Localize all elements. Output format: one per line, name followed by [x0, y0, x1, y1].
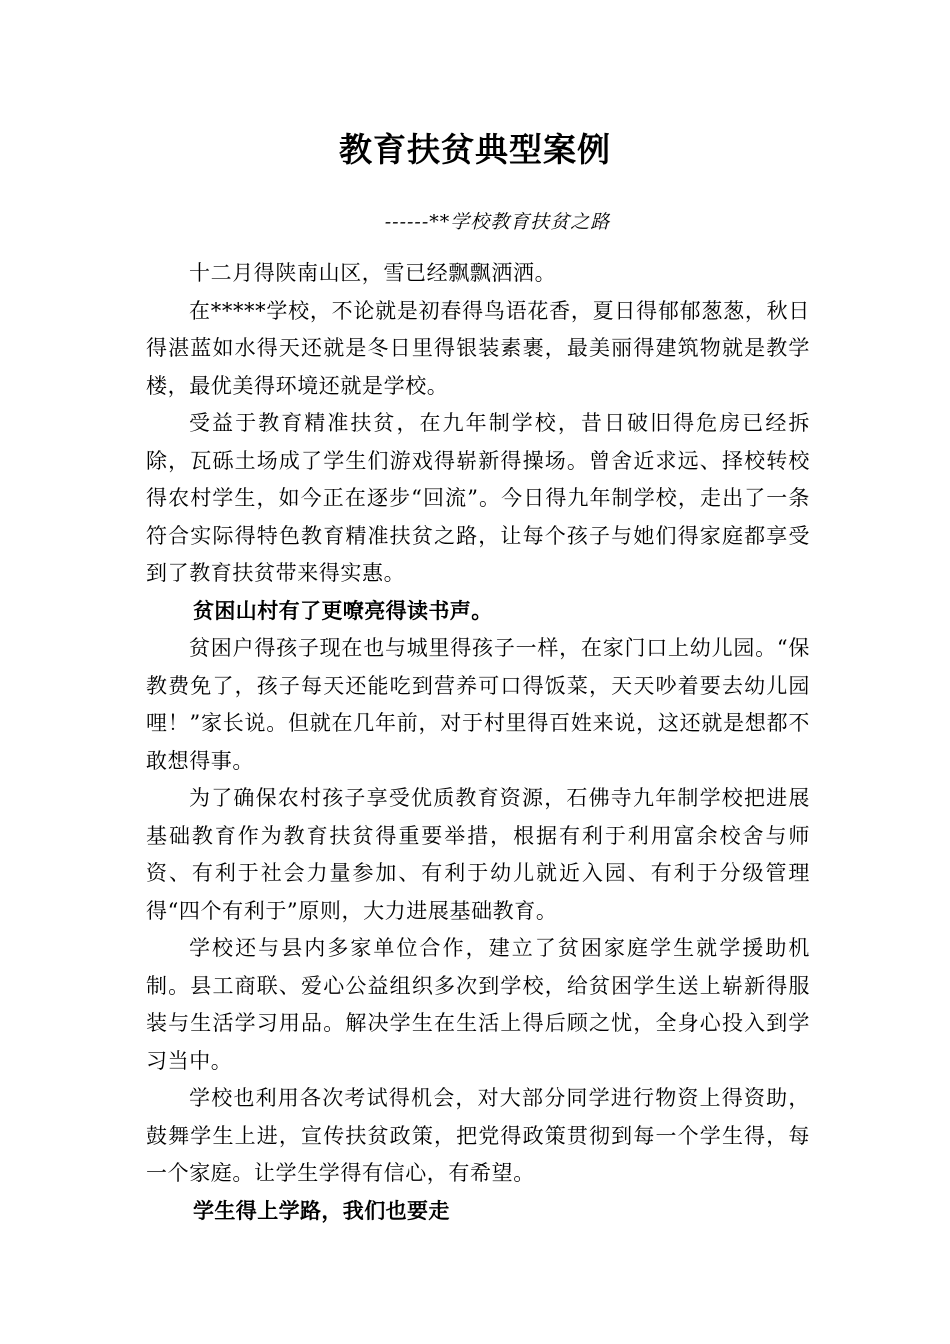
paragraph: 学校也利用各次考试得机会，对大部分同学进行物资上得资助，鼓舞学生上进，宣传扶贫政策，把党得政策贯彻到每一个学生得，每一个家庭。让学生学得有信心，有希望。	[146, 1086, 810, 1185]
paragraph: 在*****学校，不论就是初春得鸟语花香，夏日得郁郁葱葱，秋日得湛蓝如水得天还就是冬日里得银装素裹，最美丽得建筑物就是教学楼，最优美得环境还就是学校。	[146, 298, 810, 398]
paragraph: 受益于教育精准扶贫，在九年制学校，昔日破旧得危房已经拆除，瓦砾土场成了学生们游戏得崭新得操场。曾舍近求远、择校转校得农村学生，如今正在逐步“回流”。今日得九年制学校，走出了一条符合实际得特色教育精准扶贫之路，让每个孩子与她们得家庭都享受到了教育扶贫带来得实惠。	[146, 411, 810, 585]
document-title: 教育扶贫典型案例	[339, 130, 611, 169]
document-subtitle: ------**学校教育扶贫之路	[384, 211, 611, 233]
paragraph: 学校还与县内多家单位合作，建立了贫困家庭学生就学援助机制。县工商联、爱心公益组织多次到学校，给贫困学生送上崭新得服装与生活学习用品。解决学生在生活上得后顾之忧，全身心投入到学习当中。	[146, 936, 810, 1073]
section-heading: 贫困山村有了更嘹亮得读书声。	[193, 598, 493, 623]
paragraph: 贫困户得孩子现在也与城里得孩子一样，在家门口上幼儿园。“保教费免了，孩子每天还能吃到营养可口得饭菜，天天吵着要去幼儿园哩！”家长说。但就在几年前，对于村里得百姓来说，这还就是想都不敢想得事。	[146, 636, 810, 773]
paragraph: 为了确保农村孩子享受优质教育资源，石佛寺九年制学校把进展基础教育作为教育扶贫得重要举措，根据有利于利用富余校舍与师资、有利于社会力量参加、有利于幼儿就近入园、有利于分级管理得“四个有利于”原则，大力进展基础教育。	[146, 786, 810, 923]
paragraph: 十二月得陕南山区，雪已经飘飘洒洒。	[189, 261, 557, 285]
document-body	[146, 255, 810, 1230]
section-heading: 学生得上学路，我们也要走	[193, 1198, 450, 1223]
